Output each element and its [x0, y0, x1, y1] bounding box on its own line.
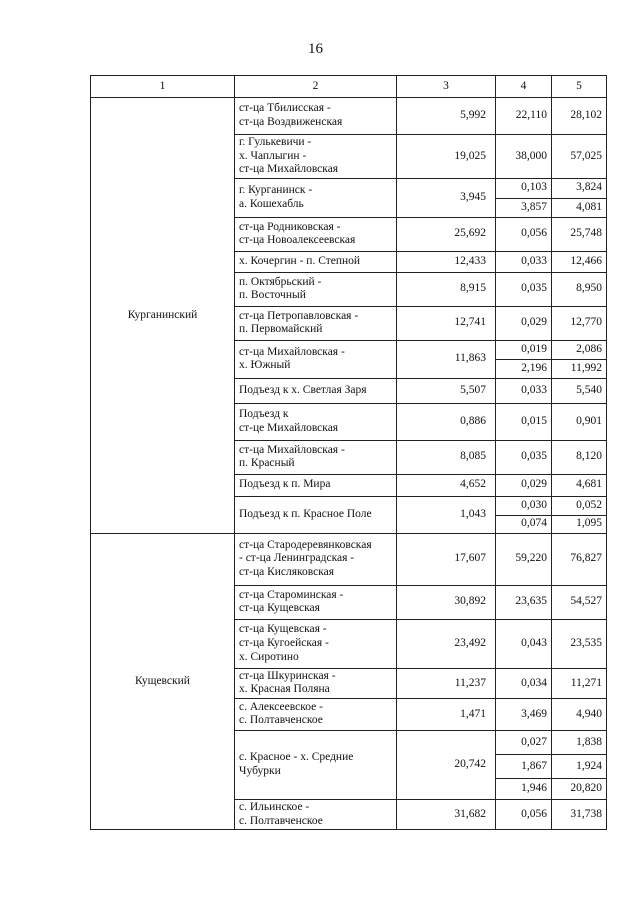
column-4-value: 22,110 [496, 98, 552, 135]
column-5-value: 31,738 [552, 799, 607, 829]
column-4-value: 3,857 [496, 198, 552, 217]
column-3-value: 0,886 [397, 403, 496, 440]
column-5-value: 0,052 [552, 496, 607, 515]
column-5-value: 8,120 [552, 440, 607, 474]
column-4-value: 0,035 [496, 440, 552, 474]
column-4-value: 0,015 [496, 403, 552, 440]
column-4-value: 0,033 [496, 251, 552, 272]
column-4-value: 38,000 [496, 135, 552, 179]
road-name-cell: Подъезд к ст-це Михайловская [235, 403, 397, 440]
column-5-value: 1,095 [552, 515, 607, 533]
column-5-value: 8,950 [552, 272, 607, 306]
column-header: 3 [397, 76, 496, 98]
column-header: 2 [235, 76, 397, 98]
column-3-value: 12,741 [397, 306, 496, 340]
column-3-value: 1,043 [397, 496, 496, 533]
column-5-value: 1,924 [552, 754, 607, 778]
road-name-cell: ст-ца Стародеревянковская - ст-ца Ленинградская - ст-ца Кисляковская [235, 533, 397, 585]
column-4-value: 0,029 [496, 306, 552, 340]
column-5-value: 4,681 [552, 474, 607, 496]
column-4-value: 0,033 [496, 378, 552, 403]
column-4-value: 3,469 [496, 698, 552, 730]
column-4-value: 0,074 [496, 515, 552, 533]
column-4-value: 0,056 [496, 217, 552, 251]
column-4-value: 1,867 [496, 754, 552, 778]
column-3-value: 30,892 [397, 585, 496, 619]
road-name-cell: Подъезд к х. Светлая Заря [235, 378, 397, 403]
column-5-value: 0,901 [552, 403, 607, 440]
column-5-value: 25,748 [552, 217, 607, 251]
column-5-value: 11,992 [552, 359, 607, 378]
column-3-value: 3,945 [397, 178, 496, 217]
district-cell: Кущевский [91, 533, 235, 829]
table-row [91, 98, 607, 135]
column-3-value: 11,237 [397, 668, 496, 698]
column-4-value: 0,029 [496, 474, 552, 496]
column-5-value: 54,527 [552, 585, 607, 619]
column-3-value: 20,742 [397, 730, 496, 799]
road-name-cell: ст-ца Михайловская - х. Южный [235, 340, 397, 378]
road-name-cell: г. Гулькевичи - х. Чаплыгин - ст-ца Михайловская [235, 135, 397, 179]
column-5-value: 4,081 [552, 198, 607, 217]
column-4-value: 0,103 [496, 178, 552, 198]
road-name-cell: ст-ца Михайловская - п. Красный [235, 440, 397, 474]
column-5-value: 23,535 [552, 619, 607, 668]
column-3-value: 5,507 [397, 378, 496, 403]
column-5-value: 11,271 [552, 668, 607, 698]
column-3-value: 8,085 [397, 440, 496, 474]
road-name-cell: ст-ца Староминская - ст-ца Кущевская [235, 585, 397, 619]
column-4-value: 0,034 [496, 668, 552, 698]
column-header: 5 [552, 76, 607, 98]
column-4-value: 23,635 [496, 585, 552, 619]
column-header: 4 [496, 76, 552, 98]
road-name-cell: п. Октябрьский - п. Восточный [235, 272, 397, 306]
road-name-cell: х. Кочергин - п. Степной [235, 251, 397, 272]
road-name-cell: с. Алексеевское - с. Полтавченское [235, 698, 397, 730]
column-3-value: 31,682 [397, 799, 496, 829]
road-name-cell: г. Курганинск - а. Кошехабль [235, 178, 397, 217]
column-4-value: 0,019 [496, 340, 552, 359]
column-3-value: 5,992 [397, 98, 496, 135]
column-3-value: 23,492 [397, 619, 496, 668]
column-5-value: 20,820 [552, 778, 607, 799]
column-5-value: 3,824 [552, 178, 607, 198]
column-3-value: 19,025 [397, 135, 496, 179]
road-name-cell: ст-ца Кущевская - ст-ца Кугоейская - х. Сиротино [235, 619, 397, 668]
district-cell: Курганинский [91, 98, 235, 534]
column-5-value: 4,940 [552, 698, 607, 730]
column-3-value: 12,433 [397, 251, 496, 272]
column-3-value: 1,471 [397, 698, 496, 730]
road-name-cell: Подъезд к п. Красное Поле [235, 496, 397, 533]
column-4-value: 59,220 [496, 533, 552, 585]
column-5-value: 2,086 [552, 340, 607, 359]
road-name-cell: ст-ца Родниковская - ст-ца Новоалексеевская [235, 217, 397, 251]
road-name-cell: ст-ца Петропавловская - п. Первомайский [235, 306, 397, 340]
column-3-value: 17,607 [397, 533, 496, 585]
column-5-value: 76,827 [552, 533, 607, 585]
column-3-value: 8,915 [397, 272, 496, 306]
column-5-value: 5,540 [552, 378, 607, 403]
column-4-value: 0,035 [496, 272, 552, 306]
column-4-value: 0,030 [496, 496, 552, 515]
road-name-cell: с. Красное - х. Средние Чубурки [235, 730, 397, 799]
roads-table [90, 75, 607, 830]
page-number: 16 [308, 41, 323, 57]
column-4-value: 0,027 [496, 730, 552, 754]
column-5-value: 28,102 [552, 98, 607, 135]
road-name-cell: Подъезд к п. Мира [235, 474, 397, 496]
table-header-row [91, 76, 607, 98]
column-4-value: 0,056 [496, 799, 552, 829]
column-4-value: 0,043 [496, 619, 552, 668]
road-name-cell: ст-ца Тбилисская - ст-ца Воздвиженская [235, 98, 397, 135]
column-header: 1 [91, 76, 235, 98]
column-3-value: 11,863 [397, 340, 496, 378]
column-3-value: 25,692 [397, 217, 496, 251]
column-3-value: 4,652 [397, 474, 496, 496]
column-5-value: 12,466 [552, 251, 607, 272]
road-name-cell: с. Ильинское - с. Полтавченское [235, 799, 397, 829]
column-4-value: 2,196 [496, 359, 552, 378]
road-name-cell: ст-ца Шкуринская - х. Красная Поляна [235, 668, 397, 698]
column-4-value: 1,946 [496, 778, 552, 799]
column-5-value: 12,770 [552, 306, 607, 340]
table-row [91, 533, 607, 585]
column-5-value: 57,025 [552, 135, 607, 179]
column-5-value: 1,838 [552, 730, 607, 754]
